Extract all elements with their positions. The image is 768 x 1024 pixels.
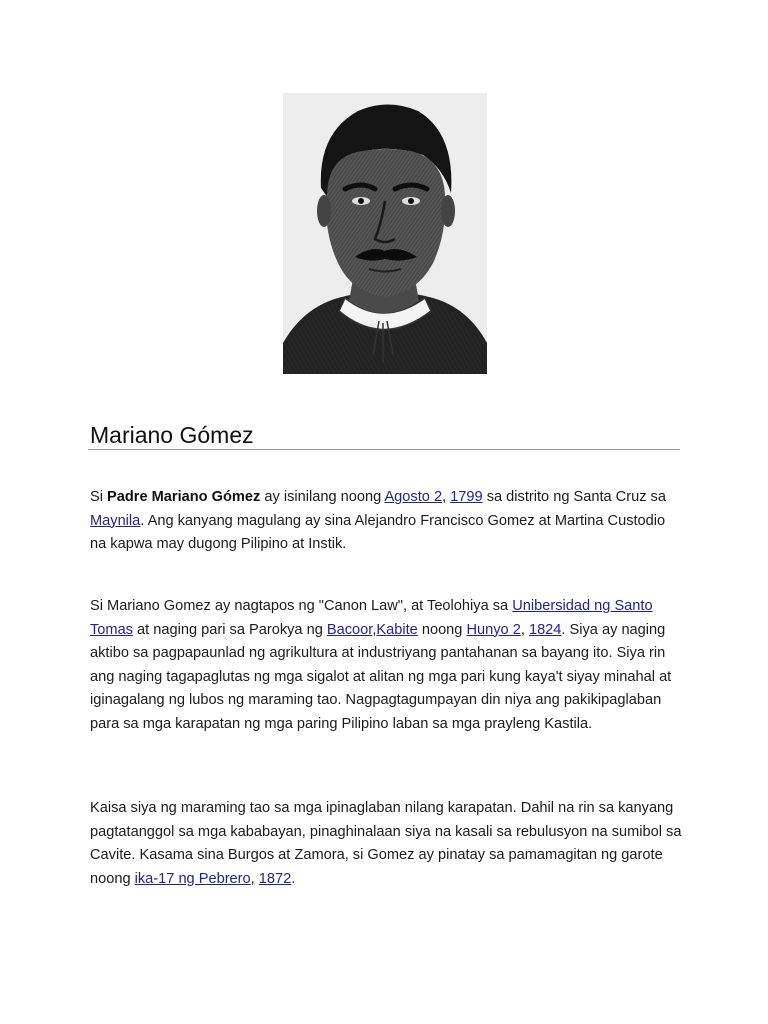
text: Kaisa siya ng maraming tao sa mga ipinaglaban nilang karapatan. Dahil na rin sa kanyang pagtatanggol sa mga kababayan, pinaghinalaan siya na kasali sa rebulusyon na sumibol sa Cavite. Kasama sina Burgos at Zamora, si Gomez ay pinatay sa pamamagitan ng garote noong (90, 800, 682, 887)
text: , (520, 621, 529, 638)
text: at naging pari sa Parokya ng (132, 621, 327, 638)
text: , (442, 489, 451, 505)
link-bacoor[interactable]: Bacoor (326, 621, 373, 638)
paragraph-2 (90, 595, 682, 736)
link-unibersidad-ng-santo-tomas[interactable]: Unibersidad ng Santo Tomas (90, 598, 653, 638)
text: . (291, 870, 296, 887)
link-1799[interactable]: 1799 (450, 489, 483, 505)
link-1824[interactable]: 1824 (528, 621, 562, 638)
text: sa distrito ng Santa Cruz sa (482, 489, 666, 505)
subject-name: Padre Mariano Gómez (107, 489, 261, 505)
text: ay isinilang noong (260, 489, 385, 505)
text: noong (417, 621, 467, 638)
text: , (372, 621, 377, 638)
title-divider (88, 449, 680, 450)
link-agosto-2[interactable]: Agosto 2 (384, 489, 443, 505)
text: Si Mariano Gomez ay nagtapos ng "Canon Law", at Teolohiya sa (90, 598, 513, 614)
link-ika-17-ng-pebrero[interactable]: ika-17 ng Pebrero (134, 870, 251, 887)
portrait-image (283, 93, 487, 374)
article-title: Mariano Gómez (90, 422, 254, 448)
link-hunyo-2[interactable]: Hunyo 2 (466, 621, 521, 638)
link-kabite[interactable]: Kabite (376, 621, 418, 638)
link-1872[interactable]: 1872 (258, 870, 292, 887)
text: . Ang kanyang magulang ay sina Alejandro Francisco Gomez at Martina Custodio na kapwa may dugong Pilipino at Instik. (90, 512, 666, 552)
link-maynila[interactable]: Maynila (90, 512, 141, 529)
paragraph-1 (90, 486, 682, 557)
paragraph-3 (90, 797, 682, 891)
text: . Siya ay naging aktibo sa pagpapaunlad ng agrikultura at industriyang pantahanan sa bayang ito. Siya rin ang naging tagapaglutas ng mga sigalot at alitan ng mga pari kung kaya't siyay minahal at iginagalang ng lubos ng maraming tao. Nagpagtagumpayan din niya ang pakikipaglaban para sa mga karapatan ng mga paring Pilipino laban sa mga prayleng Kastila. (90, 621, 672, 732)
text: Si (90, 489, 108, 505)
text: , (250, 870, 259, 887)
